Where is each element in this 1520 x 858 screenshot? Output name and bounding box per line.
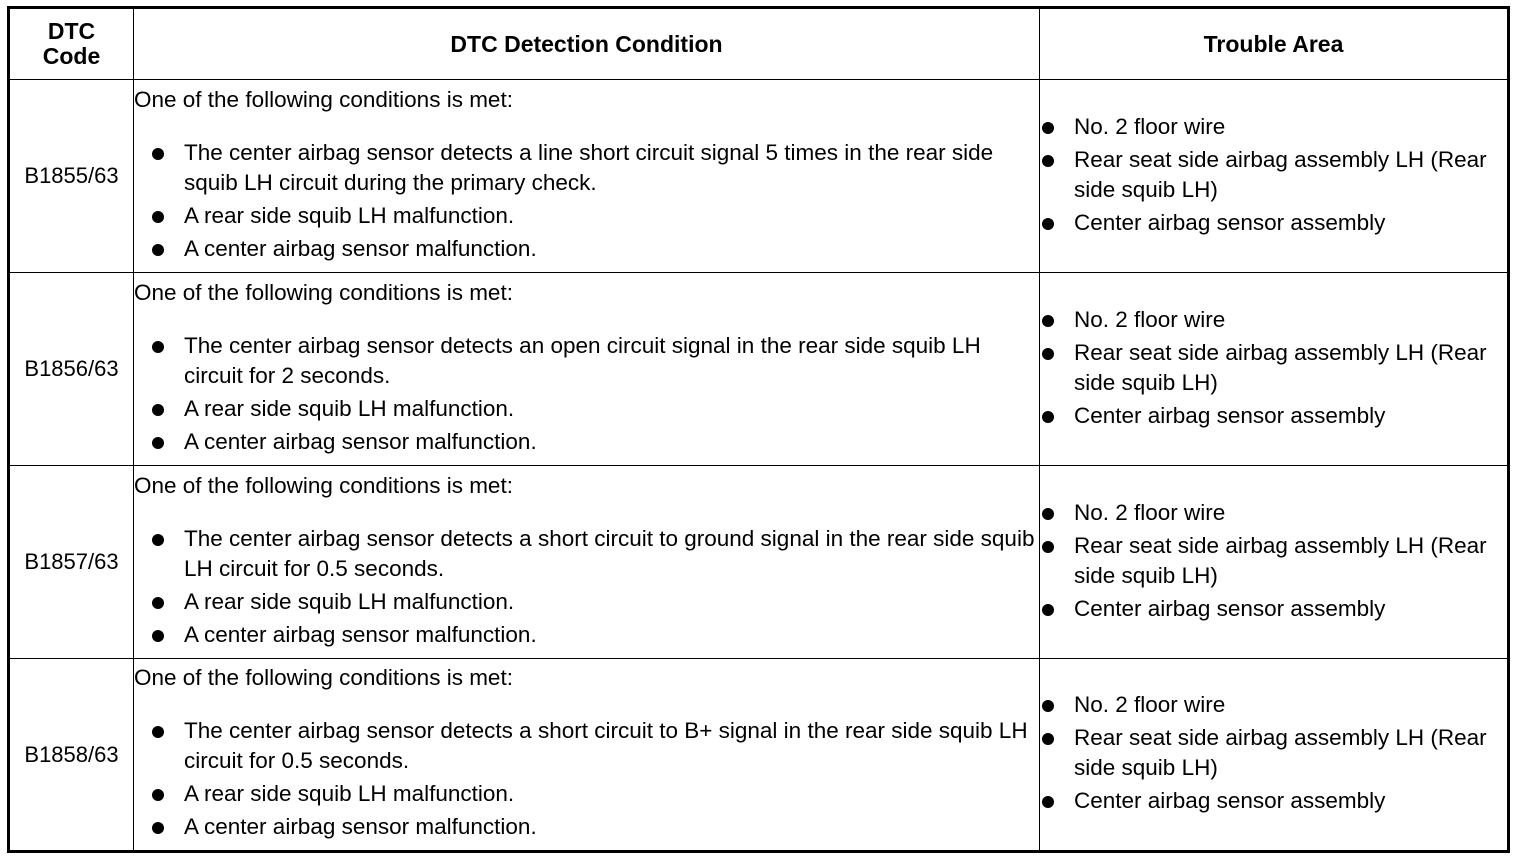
bullet-icon (1042, 604, 1054, 616)
table-row (9, 273, 1509, 466)
condition-text: A rear side squib LH malfunction. (184, 202, 515, 228)
dtc-code-cell: B1858/63 (9, 659, 134, 852)
list-item (150, 587, 1039, 617)
bullet-icon (1042, 541, 1054, 553)
trouble-area-cell (1040, 273, 1509, 466)
condition-text: A center airbag sensor malfunction. (184, 814, 537, 839)
condition-intro: One of the following conditions is met: (134, 472, 513, 498)
condition-text: The center airbag sensor detects a short circuit to ground signal in the rear side squib LH circuit for 0.5 seconds. (184, 525, 1035, 581)
condition-text: A center airbag sensor malfunction. (184, 428, 537, 454)
condition-text: The center airbag sensor detects a line short circuit signal 5 times in the rear side squib LH circuit during the primary check. (184, 139, 994, 195)
detection-condition-cell (134, 80, 1040, 273)
bullet-icon (152, 148, 164, 160)
bullet-icon (1042, 796, 1054, 808)
list-item (150, 234, 1039, 264)
condition-intro: One of the following conditions is met: (134, 279, 513, 305)
trouble-area-cell (1040, 80, 1509, 273)
dtc-code-cell: B1855/63 (9, 80, 134, 273)
condition-text: The center airbag sensor detects a short circuit to B+ signal in the rear side squib LH circuit for 0.5 seconds. (184, 718, 1028, 773)
condition-text: A rear side squib LH malfunction. (184, 781, 515, 806)
list-item (150, 779, 1039, 809)
bullet-icon (1042, 122, 1054, 134)
dtc-table-body (9, 80, 1509, 852)
condition-intro: One of the following conditions is met: (134, 665, 513, 690)
area-text: Rear seat side airbag assembly LH (Rear side squib LH) (1074, 725, 1487, 780)
trouble-area-list (1040, 305, 1507, 431)
list-item (150, 138, 1039, 198)
table-row (9, 466, 1509, 659)
header-dtc-code-line1: DTC (47, 18, 96, 44)
area-text: No. 2 floor wire (1074, 113, 1226, 139)
bullet-icon (1042, 411, 1054, 423)
bullet-icon (152, 597, 164, 609)
header-detection-condition: DTC Detection Condition (134, 8, 1040, 80)
condition-intro: One of the following conditions is met: (134, 86, 513, 112)
list-item (150, 524, 1039, 584)
bullet-icon (1042, 348, 1054, 360)
area-text: No. 2 floor wire (1074, 499, 1226, 525)
bullet-icon (152, 822, 164, 834)
list-item (1040, 594, 1507, 624)
area-text: Center airbag sensor assembly (1074, 595, 1386, 621)
list-item (1040, 498, 1507, 528)
list-item (1040, 690, 1507, 720)
bullet-icon (152, 630, 164, 642)
list-item (1040, 401, 1507, 431)
bullet-icon (1042, 700, 1054, 712)
list-item (150, 812, 1039, 842)
area-text: No. 2 floor wire (1074, 692, 1226, 717)
detection-condition-cell (134, 273, 1040, 466)
area-text: Center airbag sensor assembly (1074, 402, 1386, 428)
bullet-icon (152, 404, 164, 416)
condition-text: A center airbag sensor malfunction. (184, 235, 537, 261)
list-item (1040, 145, 1507, 205)
condition-list (150, 331, 1039, 457)
area-text: No. 2 floor wire (1074, 306, 1226, 332)
list-item (1040, 112, 1507, 142)
list-item (1040, 338, 1507, 398)
detection-condition-cell (134, 659, 1040, 852)
bullet-icon (152, 211, 164, 223)
bullet-icon (152, 726, 164, 738)
bullet-icon (1042, 508, 1054, 520)
condition-text: A rear side squib LH malfunction. (184, 395, 515, 421)
list-item (1040, 208, 1507, 238)
list-item (1040, 305, 1507, 335)
bullet-icon (1042, 315, 1054, 327)
area-text: Rear seat side airbag assembly LH (Rear side squib LH) (1074, 339, 1487, 395)
condition-text: The center airbag sensor detects an open circuit signal in the rear side squib LH circuit for 2 seconds. (184, 332, 981, 388)
bullet-icon (1042, 155, 1054, 167)
list-item (1040, 531, 1507, 591)
list-item (150, 331, 1039, 391)
list-item (1040, 786, 1507, 816)
detection-condition-cell (134, 466, 1040, 659)
bullet-icon (152, 534, 164, 546)
trouble-area-cell (1040, 659, 1509, 852)
bullet-icon (152, 341, 164, 353)
header-trouble-area: Trouble Area (1040, 8, 1509, 80)
list-item (1040, 723, 1507, 783)
area-text: Center airbag sensor assembly (1074, 788, 1386, 813)
header-row (9, 8, 1509, 80)
list-item (150, 427, 1039, 457)
dtc-code-cell: B1856/63 (9, 273, 134, 466)
list-item (150, 716, 1039, 776)
table-row (9, 659, 1509, 852)
header-dtc-code (9, 8, 134, 80)
dtc-table (7, 6, 1510, 853)
bullet-icon (152, 244, 164, 256)
area-text: Rear seat side airbag assembly LH (Rear side squib LH) (1074, 532, 1487, 588)
list-item (150, 394, 1039, 424)
trouble-area-cell (1040, 466, 1509, 659)
dtc-code-cell: B1857/63 (9, 466, 134, 659)
trouble-area-list (1040, 690, 1507, 816)
condition-list (150, 138, 1039, 264)
condition-list (150, 716, 1039, 842)
area-text: Rear seat side airbag assembly LH (Rear side squib LH) (1074, 146, 1487, 202)
list-item (150, 201, 1039, 231)
bullet-icon (1042, 218, 1054, 230)
condition-text: A center airbag sensor malfunction. (184, 621, 537, 647)
bullet-icon (152, 437, 164, 449)
bullet-icon (152, 789, 164, 801)
condition-list (150, 524, 1039, 650)
table-row (9, 80, 1509, 273)
area-text: Center airbag sensor assembly (1074, 209, 1386, 235)
header-dtc-code-line2: Code (42, 43, 101, 69)
condition-text: A rear side squib LH malfunction. (184, 588, 515, 614)
bullet-icon (1042, 733, 1054, 745)
list-item (150, 620, 1039, 650)
trouble-area-list (1040, 112, 1507, 238)
trouble-area-list (1040, 498, 1507, 624)
